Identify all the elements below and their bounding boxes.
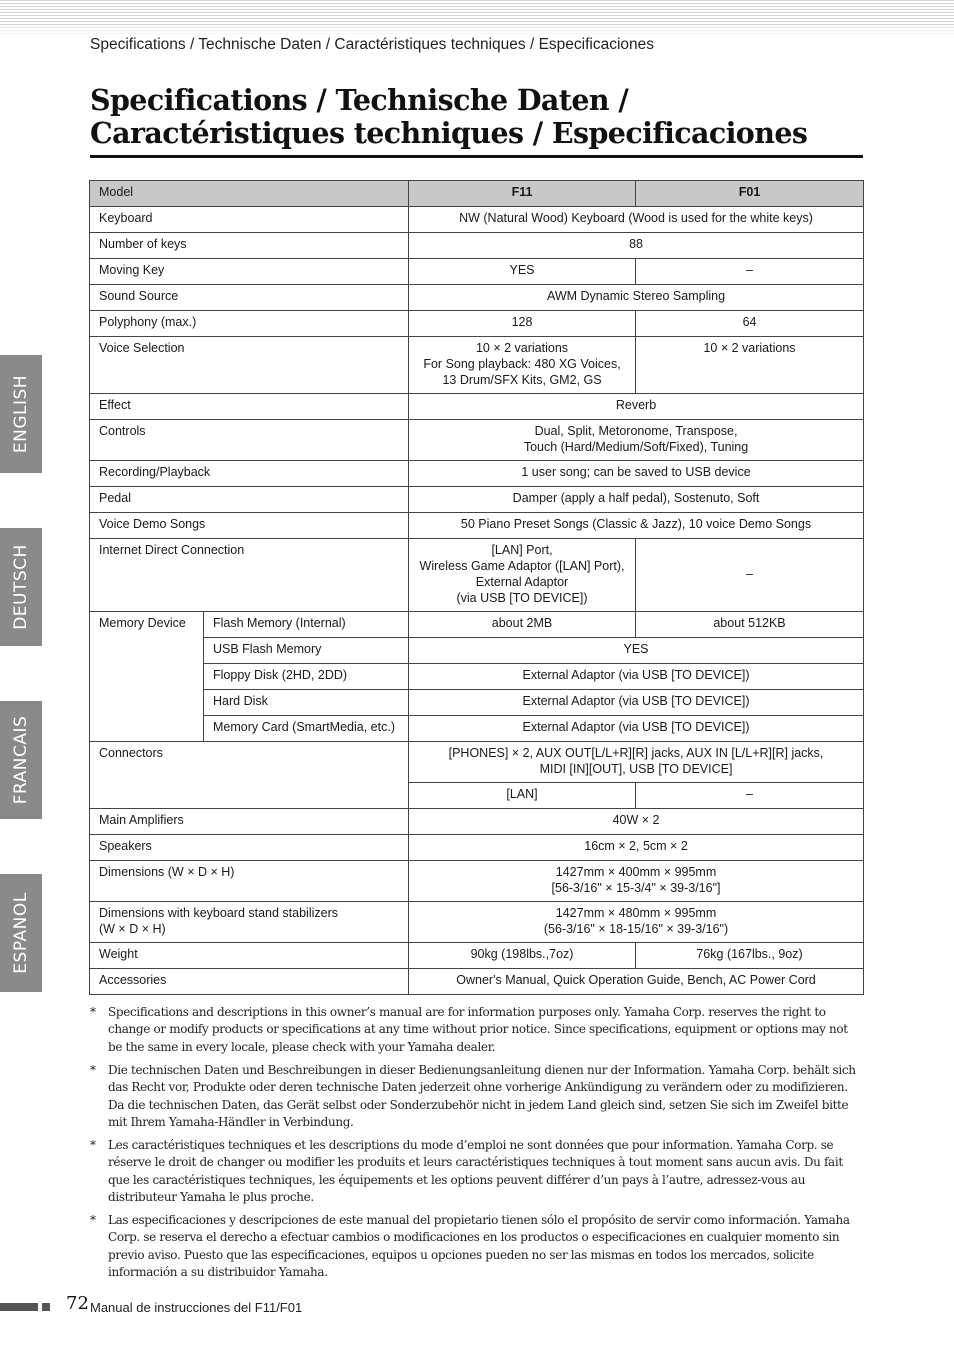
table-row xyxy=(90,716,864,742)
table-header-row xyxy=(90,181,864,207)
language-tab-label: ESPANOL xyxy=(11,892,31,974)
table-row xyxy=(90,311,864,337)
row-value: External Adaptor (via USB [TO DEVICE]) xyxy=(409,664,864,690)
row-label: Polyphony (max.) xyxy=(90,311,409,337)
row-value: Dual, Split, Metoronome, Transpose, Touch (Hard/Medium/Soft/Fixed), Tuning xyxy=(409,420,864,461)
row-value: Reverb xyxy=(409,394,864,420)
table-row xyxy=(90,969,864,995)
table-row xyxy=(90,835,864,861)
page-title: Specifications / Technische Daten / Caractéristiques techniques / Especificaciones xyxy=(90,83,808,150)
language-tab-label: DEUTSCH xyxy=(11,544,31,630)
asterisk-marker: * xyxy=(90,1062,96,1077)
table-row xyxy=(90,513,864,539)
asterisk-marker: * xyxy=(90,1212,96,1227)
footnote-french xyxy=(90,1137,862,1207)
row-value: YES xyxy=(409,638,864,664)
table-row xyxy=(90,690,864,716)
row-value: 1 user song; can be saved to USB device xyxy=(409,461,864,487)
row-label: Voice Demo Songs xyxy=(90,513,409,539)
model-header: Model xyxy=(90,181,409,207)
row-label: Effect xyxy=(90,394,409,420)
row-value: 1427mm × 480mm × 995mm (56-3/16" × 18-15/16" × 39-3/16") xyxy=(409,902,864,943)
row-value: External Adaptor (via USB [TO DEVICE]) xyxy=(409,716,864,742)
row-label: Recording/Playback xyxy=(90,461,409,487)
row-label: Voice Selection xyxy=(90,337,409,394)
sub-label: Hard Disk xyxy=(204,690,409,716)
f11-value: 90kg (198lbs.,7oz) xyxy=(409,943,636,969)
table-row xyxy=(90,539,864,612)
row-label: Dimensions with keyboard stand stabilizers (W × D × H) xyxy=(90,902,409,943)
f11-value: 128 xyxy=(409,311,636,337)
language-tab-francais[interactable] xyxy=(0,701,42,819)
row-value: 40W × 2 xyxy=(409,809,864,835)
row-label: Connectors xyxy=(90,742,409,809)
table-row xyxy=(90,664,864,690)
f11-value: [LAN] Port, Wireless Game Adaptor ([LAN] Port), External Adaptor (via USB [TO DEVICE]) xyxy=(409,539,636,612)
footnote-text: Les caractéristiques techniques et les descriptions du mode d’emploi ne sont données que pour information. Yamaha Corp. se réserve le droit de changer ou modifier les produits et leurs caractéristiques techniques à tout moment sans aucun avis. Du fait que les caractéristiques techniques, les équipements et les options peuvent différer d’un pays à l’autre, adressez-vous au distributeur Yamaha le plus proche. xyxy=(108,1137,843,1205)
footnote-german xyxy=(90,1062,862,1132)
f01-value: – xyxy=(636,259,864,285)
language-tab-english[interactable] xyxy=(0,355,42,473)
row-value: 50 Piano Preset Songs (Classic & Jazz), 10 voice Demo Songs xyxy=(409,513,864,539)
asterisk-marker: * xyxy=(90,1005,96,1019)
table-row xyxy=(90,809,864,835)
f01-value: – xyxy=(636,783,864,809)
language-tab-label: FRANCAIS xyxy=(11,715,31,805)
row-label: Moving Key xyxy=(90,259,409,285)
row-label: Accessories xyxy=(90,969,409,995)
table-row xyxy=(90,742,864,783)
row-label: Dimensions (W × D × H) xyxy=(90,861,409,902)
language-tab-espanol[interactable] xyxy=(0,874,42,992)
row-value: [PHONES] × 2, AUX OUT[L/L+R][R] jacks, AUX IN [L/L+R][R] jacks, MIDI [IN][OUT], USB [TO DEVICE] xyxy=(409,742,864,783)
row-label: Pedal xyxy=(90,487,409,513)
table-row xyxy=(90,487,864,513)
f01-value: about 512KB xyxy=(636,612,864,638)
row-label: Keyboard xyxy=(90,207,409,233)
footer-square xyxy=(42,1303,50,1311)
table-row xyxy=(90,861,864,902)
running-header: Specifications / Technische Daten / Caractéristiques techniques / Especificaciones xyxy=(90,36,655,53)
row-label: Memory Device xyxy=(90,612,204,742)
f01-value: – xyxy=(636,539,864,612)
f01-value: 76kg (167lbs., 9oz) xyxy=(636,943,864,969)
table-row xyxy=(90,638,864,664)
f11-value: 10 × 2 variations For Song playback: 480 XG Voices, 13 Drum/SFX Kits, GM2, GS xyxy=(409,337,636,394)
language-tab-label: ENGLISH xyxy=(11,374,31,454)
row-label: Speakers xyxy=(90,835,409,861)
row-label: Controls xyxy=(90,420,409,461)
footnote-english xyxy=(90,1004,862,1056)
title-rule xyxy=(90,155,863,158)
f11-header: F11 xyxy=(409,181,636,207)
table-row xyxy=(90,233,864,259)
row-value: AWM Dynamic Stereo Sampling xyxy=(409,285,864,311)
sub-label: Memory Card (SmartMedia, etc.) xyxy=(204,716,409,742)
table-row xyxy=(90,394,864,420)
table-row xyxy=(90,420,864,461)
asterisk-marker: * xyxy=(90,1137,96,1152)
row-label: Sound Source xyxy=(90,285,409,311)
footer-text: Manual de instrucciones del F11/F01 xyxy=(90,1300,303,1315)
row-value: Damper (apply a half pedal), Sostenuto, Soft xyxy=(409,487,864,513)
f01-header: F01 xyxy=(636,181,864,207)
row-value: 88 xyxy=(409,233,864,259)
table-row xyxy=(90,612,864,638)
table-row xyxy=(90,337,864,394)
row-label: Internet Direct Connection xyxy=(90,539,409,612)
f01-value: 64 xyxy=(636,311,864,337)
row-value: NW (Natural Wood) Keyboard (Wood is used for the white keys) xyxy=(409,207,864,233)
table-row xyxy=(90,259,864,285)
table-row xyxy=(90,943,864,969)
footnote-text: Specifications and descriptions in this owner’s manual are for information purposes only. Yamaha Corp. reserves the right to change or modify products or specifications at any time without prior notice. Since specifications, equipment or options may not be the same in every locale, please check with your Yamaha dealer. xyxy=(108,1005,848,1054)
language-tab-deutsch[interactable] xyxy=(0,528,42,646)
table-row xyxy=(90,461,864,487)
sub-label: Floppy Disk (2HD, 2DD) xyxy=(204,664,409,690)
header-stripes xyxy=(0,0,954,36)
footnote-text: Las especificaciones y descripciones de este manual del propietario tienen sólo el propósito de servir como información. Yamaha Corp. se reserva el derecho a efectuar cambios o modificaciones en los productos o especificaciones en cualquier momento sin previo aviso. Puesto que las especificaciones, equipos u opciones pueden no ser las mismas en todos los mercados, solicite información a su distribuidor Yamaha. xyxy=(108,1212,850,1280)
footnote-text: Die technischen Daten und Beschreibungen in dieser Bedienungsanleitung dienen nur der Information. Yamaha Corp. behält sich das Recht vor, Produkte oder deren technische Daten jederzeit ohne vorherige Ankündigung zu verändern oder zu modifizieren. Da die technischen Daten, das Gerät selbst oder Sonderzubehör nicht in jedem Land gleich sind, setzen Sie sich im Zweifel bitte mit Ihrem Yamaha-Händler in Verbindung. xyxy=(108,1062,856,1129)
row-label: Main Amplifiers xyxy=(90,809,409,835)
f11-value: YES xyxy=(409,259,636,285)
page-number: 72 xyxy=(66,1293,89,1314)
f11-value: about 2MB xyxy=(409,612,636,638)
sub-label: Flash Memory (Internal) xyxy=(204,612,409,638)
table-row xyxy=(90,207,864,233)
f01-value: 10 × 2 variations xyxy=(636,337,864,394)
footnote-spanish xyxy=(90,1212,862,1282)
f11-value: [LAN] xyxy=(409,783,636,809)
table-row xyxy=(90,902,864,943)
row-value: Owner's Manual, Quick Operation Guide, Bench, AC Power Cord xyxy=(409,969,864,995)
row-value: 1427mm × 400mm × 995mm [56-3/16" × 15-3/4" × 39-3/16"] xyxy=(409,861,864,902)
row-label: Weight xyxy=(90,943,409,969)
row-label: Number of keys xyxy=(90,233,409,259)
sub-label: USB Flash Memory xyxy=(204,638,409,664)
table-row xyxy=(90,285,864,311)
specifications-table xyxy=(89,180,864,995)
row-value: External Adaptor (via USB [TO DEVICE]) xyxy=(409,690,864,716)
row-value: 16cm × 2, 5cm × 2 xyxy=(409,835,864,861)
footnotes xyxy=(90,1004,862,1287)
footer-bar xyxy=(0,1303,38,1311)
